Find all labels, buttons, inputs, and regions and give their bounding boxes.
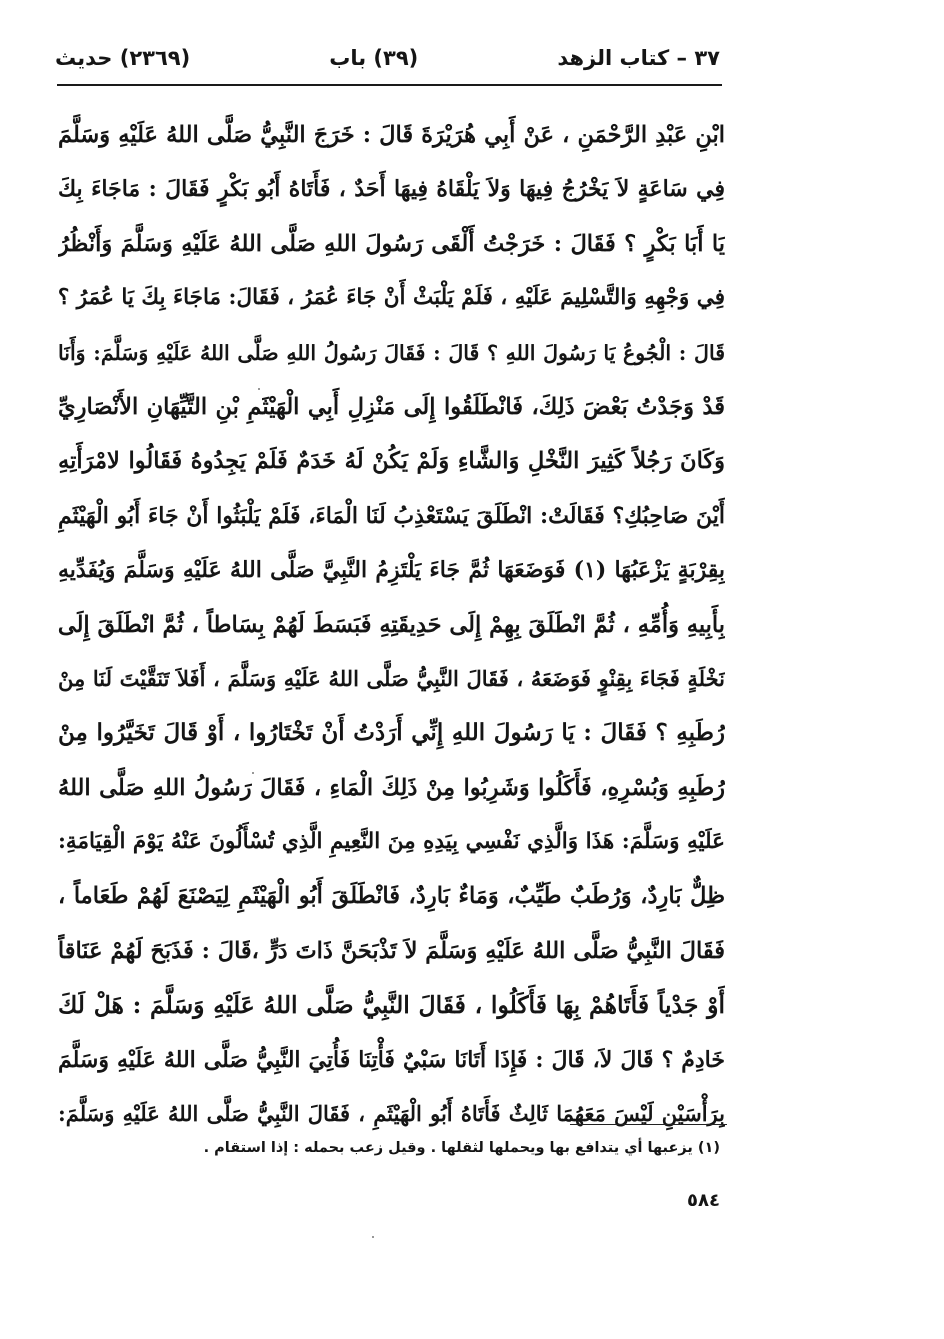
- scan-speck: [372, 1236, 374, 1238]
- chapter-title: ٣٧ – كتاب الزهد: [557, 46, 720, 70]
- text-line: يَا أَبَا بَكْرٍ ؟ فَقَالَ : خَرَجْتُ أَلْقَى رَسُولَ اللهِ صَلَّى اللهُ عَلَيْهِ وَسَلَّمَ وَأَنْظُرُ: [58, 230, 725, 257]
- text-line: وَكَانَ رَجُلاً كَثِيرَ النَّخْلِ وَالشَّاءِ وَلَمْ يَكُنْ لَهُ خَدَمٌ فَلَمْ يَجِدُوهُ فَقَالُوا لامْرَأَتِهِ: [58, 448, 725, 475]
- text-line: ظِلٌّ بَارِدٌ، وَرُطَبٌ طَيِّبٌ، وَمَاءٌ بَارِدٌ، فَانْطَلَقَ أَبُو الْهَيْثَمِ لِيَصْنَعَ لَهُمْ طَعَاماً ،: [58, 883, 725, 910]
- hadith-count: (٢٣٦٩) حديث: [55, 46, 191, 70]
- scan-speck: [252, 772, 254, 774]
- text-line: خَادِمٌ ؟ قَالَ لاَ، قَالَ : فَإِذَا أَتَانَا سَبْيٌ فَأْتِنَا فَأُتِيَ النَّبِيُّ صَلَّى اللهُ عَلَيْهِ وَسَلَّمَ: [58, 1046, 725, 1073]
- running-header: [55, 38, 720, 78]
- chapter-number: (٣٩) باب: [329, 46, 419, 70]
- text-line: فِي سَاعَةٍ لاَ يَخْرُجُ فِيهَا وَلاَ يَلْقَاهُ فِيهَا أَحَدٌ ، فَأَتَاهُ أَبُو بَكْرٍ فَقَالَ : مَاجَاءَ بِكَ: [58, 176, 725, 203]
- text-line: فِي وَجْهِهِ وَالتَّسْلِيمَ عَلَيْهِ ، فَلَمْ يَلْبَثْ أَنْ جَاءَ عُمَرُ ، فَقَالَ: مَاجَاءَ بِكَ يَا عُمَرُ ؟: [58, 285, 725, 311]
- text-line: ابْنِ عَبْدِ الرَّحْمَنِ ، عَنْ أَبِي هُرَيْرَةَ قَالَ : خَرَجَ النَّبِيُّ صَلَّى اللهُ عَلَيْهِ وَسَلَّمَ: [58, 122, 725, 148]
- text-line: عَلَيْهِ وَسَلَّمَ: هَذَا وَالَّذِي نَفْسِي بِيَدِهِ مِنَ النَّعِيمِ الَّذِي تُسْأَلُونَ عَنْهُ يَوْمَ الْقِيَامَةِ:: [58, 829, 725, 855]
- text-line: بِرَأْسَيْنِ لَيْسَ مَعَهُمَا ثَالِثٌ فَأَتَاهُ أَبُو الْهَيْثَمِ ، فَقَالَ النَّبِيُّ صَلَّى اللهُ عَلَيْهِ وَسَلَّمَ:: [58, 1101, 725, 1127]
- text-line: فَقَالَ النَّبِيُّ صَلَّى اللهُ عَلَيْهِ وَسَلَّمَ لاَ تَذْبَحَنَّ ذَاتَ دَرٍّ ،قَالَ : فَذَبَحَ لَهُمْ عَنَاقاً: [58, 937, 725, 964]
- scan-speck: [258, 388, 260, 390]
- text-line: قَدْ وَجَدْتُ بَعْضَ ذَلِكَ، فَانْطَلَقُوا إِلَى مَنْزِلِ أَبِي الْهَيْثَمِ بْنِ التَّيِّهَانِ الأَنْصَارِيِّ: [58, 393, 725, 420]
- hadith-text: [58, 108, 725, 1141]
- text-line: أَيْنَ صَاحِبُكِ؟ فَقَالَتْ: انْطَلَقَ يَسْتَعْذِبُ لَنَا الْمَاءَ، فَلَمْ يَلْبَثُوا أَنْ جَاءَ أَبُو الْهَيْثَمِ: [58, 502, 725, 529]
- text-line: رُطَبِهِ ؟ فَقَالَ : يَا رَسُولَ اللهِ إِنِّي أَرَدْتُ أَنْ تَخْتَارُوا ، أَوْ قَالَ تَخَيَّرُوا مِنْ: [58, 719, 725, 747]
- text-line: رُطَبِهِ وَبُسْرِهِ، فَأَكَلُوا وَشَرِبُوا مِنْ ذَلِكَ الْمَاءِ ، فَقَالَ رَسُولُ اللهِ صَلَّى اللهُ: [58, 774, 725, 801]
- text-line: قَالَ : الْجُوعُ يَا رَسُولَ اللهِ ؟ قَالَ : فَقَالَ رَسُولُ اللهِ صَلَّى اللهُ عَلَيْهِ وَسَلَّمَ: وَأَنَا: [58, 340, 725, 365]
- header-rule: [57, 84, 722, 86]
- page-number: ٥٨٤: [687, 1190, 720, 1211]
- text-line: بِأَبِيهِ وَأُمِّهِ ، ثُمَّ انْطَلَقَ بِهِمْ إِلَى حَدِيقَتِهِ فَبَسَطَ لَهُمْ بِسَاطاً ، ثُمَّ انْطَلَقَ إِلَى: [58, 611, 725, 638]
- footnote: (١) يزعبها أي يتدافع بها ويحملها لثقلها . وقيل زعب بحمله : إذا استقام .: [203, 1140, 720, 1156]
- text-line: بِقِرْبَةٍ يَزْعَبُهَا (١) فَوَضَعَهَا ثُمَّ جَاءَ يَلْتَزِمُ النَّبِيَّ صَلَّى اللهُ عَلَيْهِ وَسَلَّمَ وَيُفَدِّيهِ: [58, 557, 725, 584]
- text-line: أَوْ جَدْياً فَأَتَاهُمْ بِهَا فَأَكَلُوا ، فَقَالَ النَّبِيُّ صَلَّى اللهُ عَلَيْهِ وَسَلَّمَ : هَلْ لَكَ: [58, 991, 725, 1020]
- footnote-rule: [570, 1124, 727, 1125]
- text-line: نَخْلَةٍ فَجَاءَ بِقِنْوٍ فَوَضَعَهُ ، فَقَالَ النَّبِيُّ صَلَّى اللهُ عَلَيْهِ وَسَلَّمَ ، أَفَلاَ تَنَقَّيْتَ لَنَا مِنْ: [58, 665, 725, 691]
